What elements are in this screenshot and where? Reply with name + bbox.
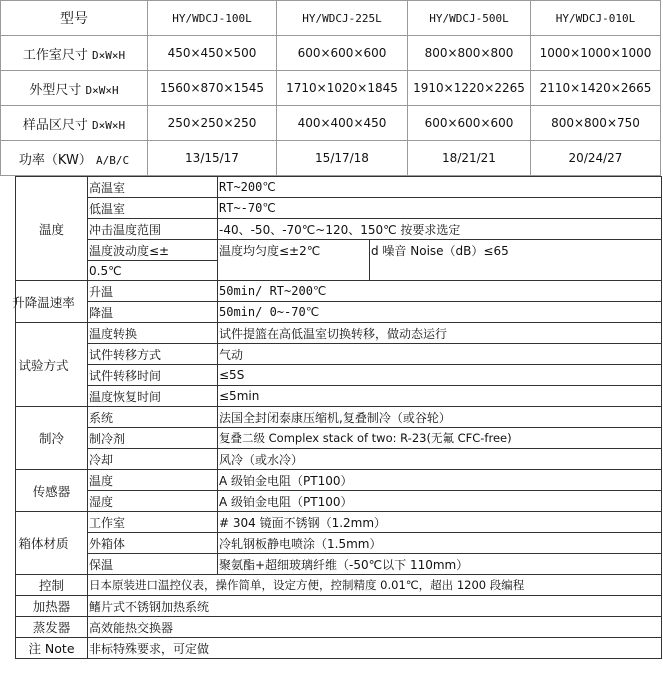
- spec-label: 温度转换: [88, 323, 218, 344]
- model-name: HY/WDCJ-500L: [408, 1, 531, 36]
- spec-row: [16, 198, 662, 219]
- spec-label: 温度恢复时间: [88, 386, 218, 407]
- dimension-cell: 1560×870×1545: [148, 71, 277, 106]
- power-cell: 13/15/17: [148, 141, 277, 176]
- spec-row: [16, 240, 662, 261]
- spec-value: 鳍片式不锈钢加热系统: [88, 596, 662, 617]
- spec-label: 保温: [88, 554, 218, 575]
- category-test-mode: 试验方式: [16, 323, 88, 407]
- model-row-work-chamber: [1, 36, 661, 71]
- spec-label: 试件转移时间: [88, 365, 218, 386]
- spec-value: 复叠二级 Complex stack of two: R-23(无氟 CFC-free): [218, 428, 662, 449]
- spec-row: [16, 533, 662, 554]
- spec-row: [16, 428, 662, 449]
- dimension-cell: 800×800×800: [408, 36, 531, 71]
- dimension-cell: 250×250×250: [148, 106, 277, 141]
- spec-row: [16, 407, 662, 428]
- spec-label-continued: 0.5℃: [88, 261, 218, 281]
- spec-value: RT~200℃: [218, 177, 662, 198]
- spec-value: 聚氨酯+超细玻璃纤维（-50℃以下 110mm）: [218, 554, 662, 575]
- model-header-row: [1, 1, 661, 36]
- power-cell: 18/21/21: [408, 141, 531, 176]
- spec-row: [16, 617, 662, 638]
- dimension-cell: 1710×1020×1845: [277, 71, 408, 106]
- spec-value: 气动: [218, 344, 662, 365]
- spec-value: 试件提篮在高低温室切换转移，做动态运行: [218, 323, 662, 344]
- dimension-cell: 600×600×600: [277, 36, 408, 71]
- category-sensor: 传感器: [16, 470, 88, 512]
- category-evaporator: 蒸发器: [16, 617, 88, 638]
- spec-label: 降温: [88, 302, 218, 323]
- spec-label: 低温室: [88, 198, 218, 219]
- row-label: 功率（KW） A/B/C: [1, 141, 148, 176]
- spec-value: RT~-70℃: [218, 198, 662, 219]
- dimension-cell: 1000×1000×1000: [531, 36, 661, 71]
- spec-value: 高效能热交换器: [88, 617, 662, 638]
- spec-label: 冲击温度范围: [88, 219, 218, 240]
- dimension-cell: 2110×1420×2665: [531, 71, 661, 106]
- model-row-outer-size: [1, 71, 661, 106]
- spec-row: [16, 323, 662, 344]
- spec-label: 温度: [88, 470, 218, 491]
- spec-label: 温度波动度≤±: [88, 240, 218, 261]
- spec-value: 风冷（或水冷）: [218, 449, 662, 470]
- spec-row: [16, 575, 662, 596]
- spec-value: ≤5min: [218, 386, 662, 407]
- spec-label: 外箱体: [88, 533, 218, 554]
- dimension-cell: 800×800×750: [531, 106, 661, 141]
- power-cell: 20/24/27: [531, 141, 661, 176]
- spec-label: 高温室: [88, 177, 218, 198]
- category-heater: 加热器: [16, 596, 88, 617]
- spec-label: 湿度: [88, 491, 218, 512]
- spec-value: A 级铂金电阻（PT100）: [218, 491, 662, 512]
- model-table: [0, 0, 661, 176]
- spec-row: [16, 365, 662, 386]
- spec-value: # 304 镜面不锈钢（1.2mm）: [218, 512, 662, 533]
- model-row-sample-area: [1, 106, 661, 141]
- spec-row: [16, 386, 662, 407]
- spec-row: [16, 554, 662, 575]
- spec-row: [16, 470, 662, 491]
- spec-value: 非标特殊要求，可定做: [88, 638, 662, 659]
- model-row-power: [1, 141, 661, 176]
- dimension-cell: 450×450×500: [148, 36, 277, 71]
- model-name: HY/WDCJ-100L: [148, 1, 277, 36]
- spec-label: 系统: [88, 407, 218, 428]
- spec-value: 50min/ 0~-70℃: [218, 302, 662, 323]
- category-rate: 升降温速率: [16, 281, 88, 323]
- category-note: 注 Note: [16, 638, 88, 659]
- row-label: 工作室尺寸 D×W×H: [1, 36, 148, 71]
- spec-value: 50min/ RT~200℃: [218, 281, 662, 302]
- spec-label: 升温: [88, 281, 218, 302]
- spec-value: ≤5S: [218, 365, 662, 386]
- spec-value: 日本原装进口温控仪表，操作简单，设定方便，控制精度 0.01℃，超出 1200 段编程: [88, 575, 662, 596]
- dimension-cell: 1910×1220×2265: [408, 71, 531, 106]
- spec-value: A 级铂金电阻（PT100）: [218, 470, 662, 491]
- spec-value-uniformity: 温度均匀度≤±2℃: [218, 240, 370, 281]
- spec-row: [16, 512, 662, 533]
- category-temperature: 温度: [16, 177, 88, 281]
- spec-row: [16, 596, 662, 617]
- spec-table: [12, 176, 662, 659]
- spec-row: [16, 449, 662, 470]
- power-cell: 15/17/18: [277, 141, 408, 176]
- spec-value-noise: d 噪音 Noise（dB）≤65: [370, 240, 662, 281]
- category-cooling: 制冷: [16, 407, 88, 470]
- spec-row: [16, 302, 662, 323]
- model-name: HY/WDCJ-225L: [277, 1, 408, 36]
- spec-row: [16, 344, 662, 365]
- spec-value: -40、-50、-70℃~120、150℃ 按要求选定: [218, 219, 662, 240]
- dimension-cell: 600×600×600: [408, 106, 531, 141]
- category-control: 控制: [16, 575, 88, 596]
- spec-value: 冷轧钢板静电喷涂（1.5mm）: [218, 533, 662, 554]
- row-label: 样品区尺寸 D×W×H: [1, 106, 148, 141]
- spec-row: [16, 177, 662, 198]
- spec-value: 法国全封闭泰康压缩机,复叠制冷（或谷轮）: [218, 407, 662, 428]
- model-name: HY/WDCJ-010L: [531, 1, 661, 36]
- spec-row: [16, 219, 662, 240]
- spec-label: 试件转移方式: [88, 344, 218, 365]
- row-label: 外型尺寸 D×W×H: [1, 71, 148, 106]
- spec-label: 冷却: [88, 449, 218, 470]
- model-header-label: 型号: [1, 1, 148, 36]
- spec-row: [16, 491, 662, 512]
- spec-label: 制冷剂: [88, 428, 218, 449]
- category-material: 箱体材质: [16, 512, 88, 575]
- dimension-cell: 400×400×450: [277, 106, 408, 141]
- spec-row: [16, 281, 662, 302]
- spec-label: 工作室: [88, 512, 218, 533]
- spec-row: [16, 638, 662, 659]
